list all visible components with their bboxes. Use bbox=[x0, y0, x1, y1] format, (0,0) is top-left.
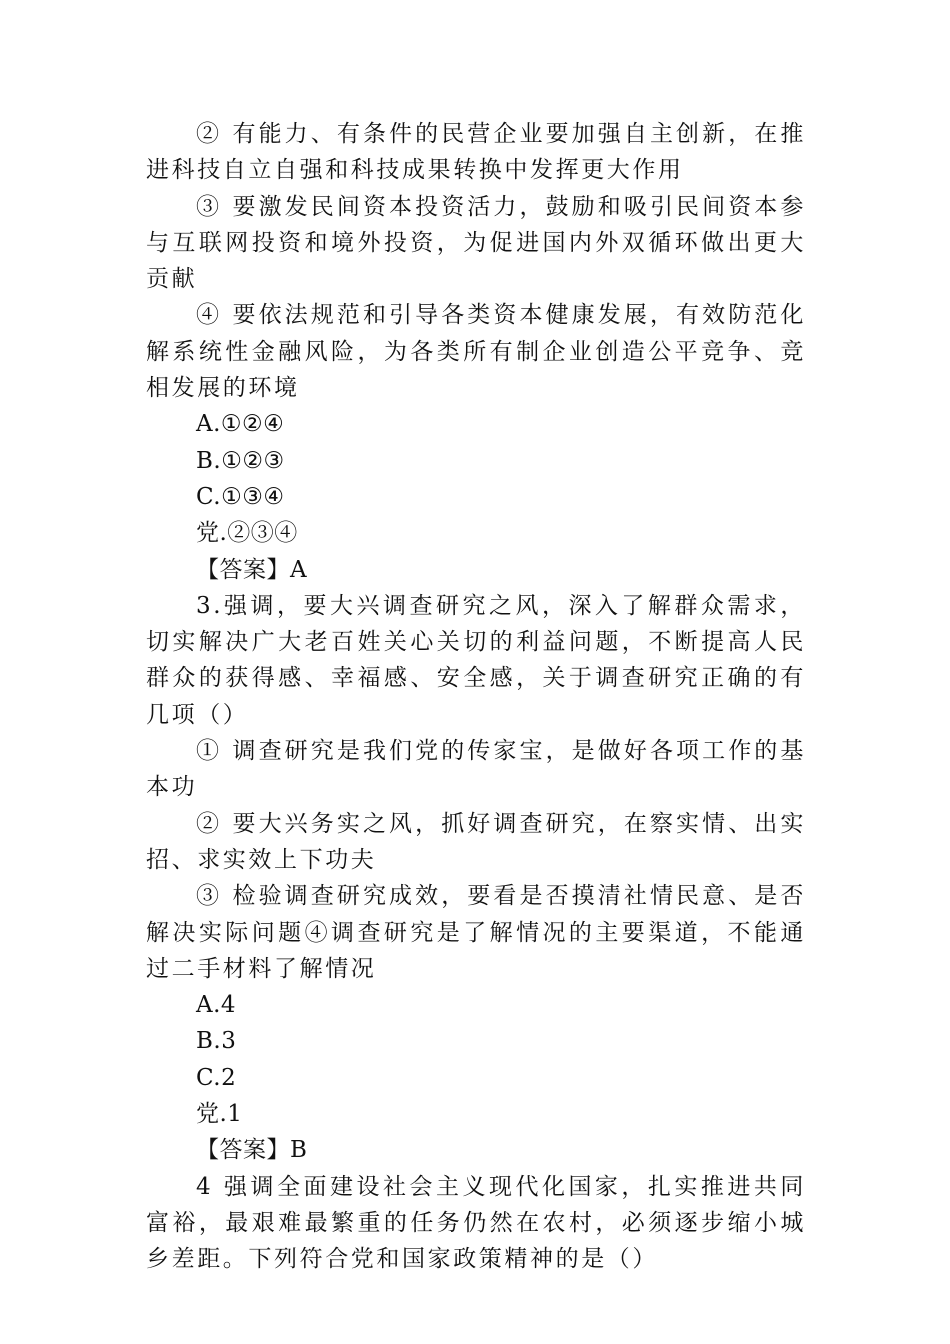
q3-answer-line: 【答案】B bbox=[196, 1137, 308, 1164]
q3-statement-2: ② 要大兴务实之风，抓好调查研究，在察实情、出实招、求实效上下功夫 bbox=[146, 810, 806, 873]
question-3: 3.强调，要大兴调查研究之风，深入了解群众需求，切实解决广大老百姓关心关切的利益问题，不断提高人民群众的获得感、幸福感、安全感，关于调查研究正确的有几项（） bbox=[146, 592, 806, 728]
q3-statement-1: ① 调查研究是我们党的传家宝，是做好各项工作的基本功 bbox=[146, 738, 806, 801]
q3-choice-a: A.4 bbox=[196, 992, 237, 1019]
q3-choice-b: B.3 bbox=[196, 1028, 237, 1055]
q3-choice-d: 党.1 bbox=[196, 1101, 243, 1128]
choice-c: C.①③④ bbox=[196, 483, 285, 510]
option-2-statement: ② 有能力、有条件的民营企业要加强自主创新，在推进科技自立自强和科技成果转换中发挥更大作用 bbox=[146, 121, 806, 184]
option-4-statement: ④ 要依法规范和引导各类资本健康发展，有效防范化解系统性金融风险，为各类所有制企业创造公平竞争、竞相发展的环境 bbox=[146, 302, 806, 402]
question-4: 4 强调全面建设社会主义现代化国家，扎实推进共同富裕，最艰难最繁重的任务仍然在农村，必须逐步缩小城乡差距。下列符合党和国家政策精神的是（） bbox=[146, 1173, 806, 1273]
document-page bbox=[146, 116, 806, 1278]
choice-d: 党.②③④ bbox=[196, 520, 298, 547]
choice-a: A.①②④ bbox=[196, 411, 285, 438]
q3-statement-3-4: ③ 检验调查研究成效，要看是否摸清社情民意、是否解决实际问题④调查研究是了解情况的主要渠道，不能通过二手材料了解情况 bbox=[146, 883, 806, 982]
option-3-statement: ③ 要激发民间资本投资活力，鼓励和吸引民间资本参与互联网投资和境外投资，为促进国内外双循环做出更大贡献 bbox=[146, 193, 806, 293]
answer-line: 【答案】A bbox=[196, 556, 308, 583]
choice-b: B.①②③ bbox=[196, 447, 285, 474]
q3-choice-c: C.2 bbox=[196, 1064, 237, 1091]
